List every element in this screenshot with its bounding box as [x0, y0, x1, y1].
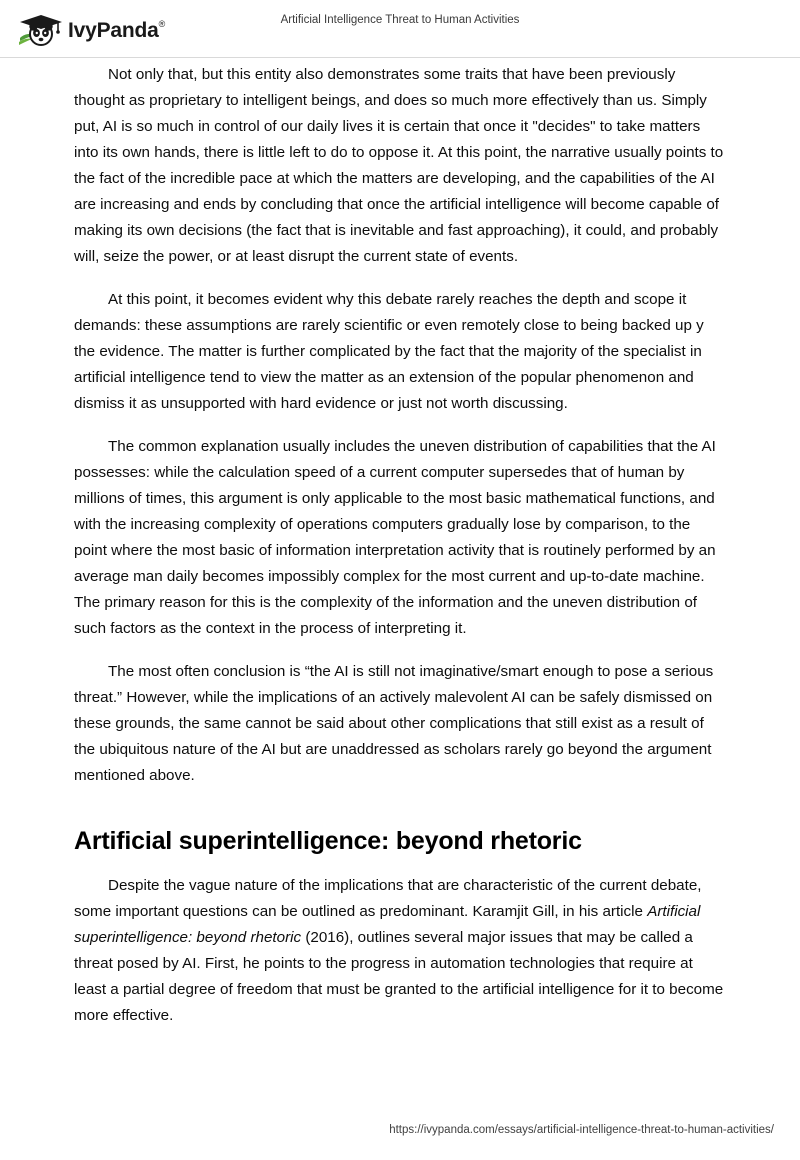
brand-registered-mark: ®	[158, 19, 166, 29]
cited-article-title: Artificial superintelligence: beyond rhetoric	[74, 903, 701, 946]
document-title: Artificial Intelligence Threat to Human Activities	[280, 14, 520, 26]
paragraph: At this point, it becomes evident why this debate rarely reaches the depth and scope it demands: these assumptions are rarely scientific or even remotely close to being backed up y the evidence. The matter is further complicated by the fact that the majority of the specialist in artificial intelligence tend to view the matter as an extension of the popular phenomenon and dismiss it as unsupported with hard evidence or just not worth discussing.	[74, 291, 704, 412]
paragraph-with-citation	[74, 873, 726, 1029]
paragraph-text-after-title: (2016), outlines several major issues that may be called a threat posed by AI. First, he points to the progress in automation technologies that require at least a partial degree of freedom that must be granted to the artificial intelligence for it to become more effective.	[74, 929, 724, 1024]
footer	[0, 1124, 800, 1136]
paragraph: Not only that, but this entity also demonstrates some traits that have been previously thought as proprietary to intelligent beings, and does so much more effectively than us. Simply put, AI is so much in control of our daily lives it is certain that once it "decides" to take matters into its own hands, there is little left to do to oppose it. At this point, the narrative usually points to the fact of the incredible pace at which the matters are developing, and the capabilities of the AI are increasing and ends by concluding that once the artificial intelligence will become capable of making its own decisions (the fact that is inevitable and fast approaching), it could, and probably will, seize the power, or at least disrupt the current state of events.	[74, 66, 724, 265]
page-header	[0, 0, 800, 58]
paragraph: The most often conclusion is “the AI is still not imaginative/smart enough to pose a serious threat.” However, while the implications of an actively malevolent AI can be safely dismissed on these grounds, the same cannot be said about other complications that still exist as a result of the ubiquitous nature of the AI but are unaddressed as scholars rarely go beyond the argument mentioned above.	[74, 663, 714, 784]
paragraph-text-before-title: Despite the vague nature of the implications that are characteristic of the current debate, some important questions can be outlined as predominant. Karamjit Gill, in his article	[74, 877, 702, 920]
section-heading: Artificial superintelligence: beyond rhetoric	[74, 827, 582, 855]
source-url[interactable]: https://ivypanda.com/essays/artificial-intelligence-threat-to-human-activities/	[389, 1124, 774, 1136]
document-body	[74, 62, 726, 1029]
brand-name-text: IvyPanda	[68, 19, 159, 42]
paragraph: The common explanation usually includes the uneven distribution of capabilities that the AI possesses: while the calculation speed of a current computer supersedes that of human by millions of times, this argument is only applicable to the most basic mathematical functions, and with the increasing complexity of operations computers gradually lose by comparison, to the point where the most basic of information interpretation activity that is routinely performed by an average man daily becomes impossibly complex for the most current and up-to-date machine. The primary reason for this is the complexity of the information and the uneven distribution of such factors as the context in the process of interpreting it.	[74, 438, 716, 637]
